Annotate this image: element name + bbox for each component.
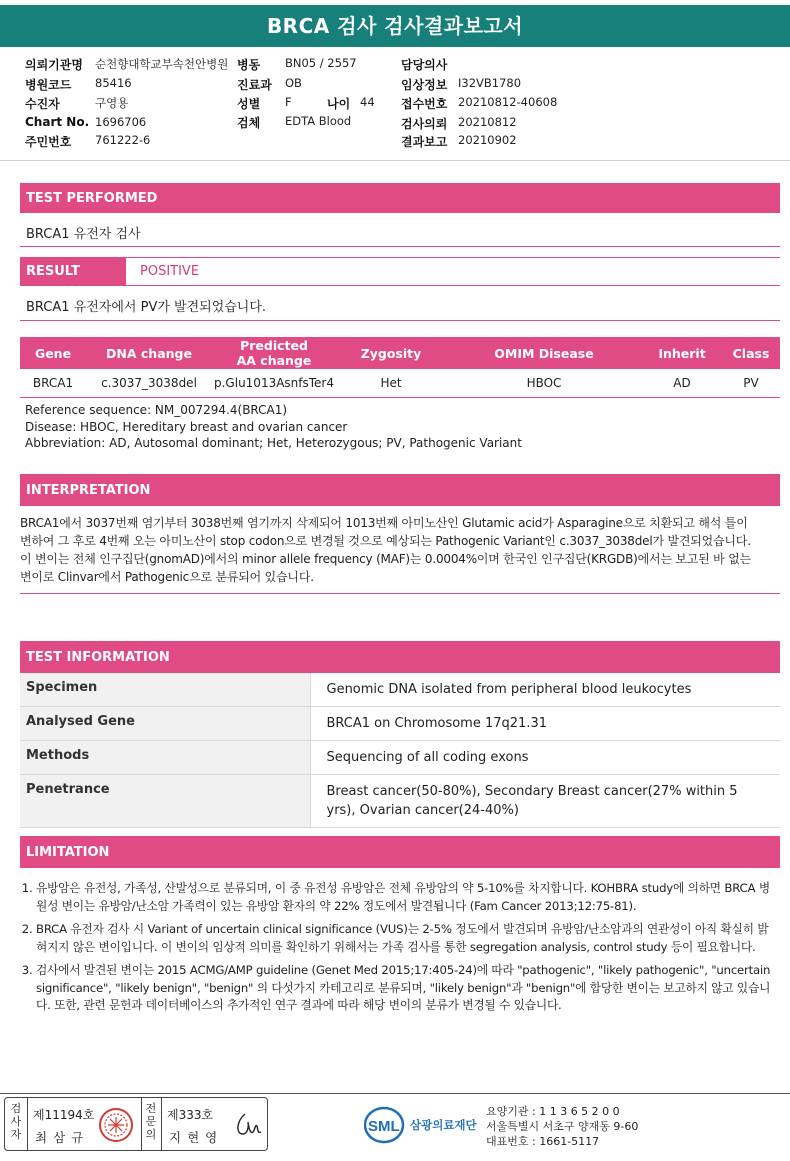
info-key: Methods [20,741,310,775]
report-title: BRCA 검사 검사결과보고서 [0,5,790,47]
hospital-code-label: 병원코드 [25,78,72,92]
doctor-label: 담당의사 [401,58,448,72]
info-value: BRCA1 on Chromosome 17q21.31 [310,707,780,741]
header-divider [0,160,790,161]
specimen-label: 검체 [237,116,261,130]
info-value: Breast cancer(50-80%), Secondary Breast cancer(27% within 5 yrs), Ovarian cancer(24-40%) [310,775,780,828]
specimen-value: EDTA Blood [285,114,352,128]
gene-cell: BRCA1 [20,369,86,397]
table-row [20,673,780,707]
info-value: Genomic DNA isolated from peripheral blood leukocytes [310,673,780,707]
variant-table [20,337,780,398]
table-row [20,369,780,397]
divider [20,593,780,594]
chart-label: Chart No. [25,115,90,129]
column-header: OMIM Disease [446,337,642,369]
sex-label: 성별 [237,97,261,111]
test-performed-text: BRCA1 유전자 검사 [26,227,141,242]
nursing-number: 요양기관 : 1 1 3 6 5 2 0 0 [486,1105,620,1118]
inherit-cell: AD [642,369,722,397]
divider [20,320,780,321]
request-label: 검사의뢰 [401,117,448,131]
chart-value: 1696706 [95,115,147,129]
column-header: Gene [20,337,86,369]
note-line: Disease: HBOC, Hereditary breast and ovarian cancer [25,419,348,434]
info-key: Analysed Gene [20,707,310,741]
result-heading: RESULT [20,257,126,286]
patient-header [0,52,790,152]
hospital-code-value: 85416 [95,76,132,90]
divider [161,1098,162,1150]
request-value: 20210812 [458,115,517,129]
address: 서울특별시 서초구 양재동 9-60 [486,1120,639,1133]
patient-label: 수진자 [25,97,60,111]
org-address [486,1104,638,1149]
test-information-heading: TEST INFORMATION [20,641,780,673]
limitation-heading: LIMITATION [20,836,780,868]
clinical-value: I32VB1780 [458,76,522,90]
class-cell: PV [722,369,780,397]
variant-table-header [20,337,780,369]
ward-label: 병동 [237,58,261,72]
list-item: 2. BRCA 유전자 검사 시 Variant of uncertain clinical significance (VUS)는 2-5% 정도에서 발견되며 유방암/난소암과의 연관성이 아직 확실히 밝혀지지 않은 변이입니다. 이 변이의 임상적 의미를 확인하기 위해서는 가족 검사를 통한 segregation analysis, control study 등이 필요합니다. [36,921,778,956]
seal-stamp-icon [97,1106,135,1144]
column-header: Predicted AA change [212,337,336,369]
aa-change-cell: p.Glu1013AsnfsTer4 [212,369,336,397]
dept-label: 진료과 [237,78,272,92]
patient-value: 구영용 [95,96,129,110]
interpretation-line: 변하여 그 후로 4번째 오는 아미노산이 stop codon으로 변경될 것으로 예상되는 Pathogenic Variant인 c.3037_3038del가 발견되었습니다. [20,534,751,548]
examiner-name: 최삼규 [35,1130,90,1145]
table-row [20,775,780,828]
info-key: Specimen [20,673,310,707]
zygosity-cell: Het [336,369,446,397]
info-key: Penetrance [20,775,310,828]
limitation-list [22,880,778,1021]
note-line: Reference sequence: NM_007294.4(BRCA1) [25,403,288,417]
age-value: 44 [360,95,375,109]
interpretation-heading: INTERPRETATION [20,474,780,506]
note-line: Abbreviation: AD, Autosomal dominant; Het, Heterozygous; PV, Pathogenic Variant [25,436,522,450]
dna-change-cell: c.3037_3038del [86,369,212,397]
info-value: Sequencing of all coding exons [310,741,780,775]
column-header: Inherit [642,337,722,369]
report-date-value: 20210902 [458,133,517,147]
list-item: 1. 유방암은 유전성, 가족성, 산발성으로 분류되며, 이 중 유전성 유방암은 전체 유방암의 약 5-10%를 차지합니다. KOHBRA study에 의하면 BRCA 병원성 변이는 유방암/난소암 가족력이 있는 유방암 환자의 약 22% 정도에서 발견됩니다 (Fam Cancer 2013;12:75-81). [36,880,778,915]
list-item: 3. 검사에서 발견된 변이는 2015 ACMG/AMP guideline (Genet Med 2015;17:405-24)에 따라 "pathogenic", "likely pathogenic", "uncertain significance", "likely benign", "benign" 의 다섯가지 카테고리로 분류되며, "likely benign"과 "benign"에 합당한 변이는 보고하지 않고 있습니다. 또한, 관련 문헌과 데이터베이스의 추가적인 연구 결과에 따라 해당 변이의 분류가 변경될 수 있습니다. [36,962,778,1015]
column-header: DNA change [86,337,212,369]
ward-value: BN05 / 2557 [285,56,357,70]
report-date-label: 결과보고 [401,135,448,149]
sex-value: F [285,95,292,109]
specialist-name: 지현영 [169,1130,224,1145]
examiner-number: 제11194호 [33,1108,95,1122]
logo-abbr: SML [368,1118,400,1135]
specialist-label: 전 문 의 [145,1102,157,1141]
examiner-label: 검 사 자 [10,1102,22,1141]
result-bar [20,257,780,286]
column-header: Zygosity [336,337,446,369]
interpretation-line: BRCA1에서 3037번째 염기부터 3038번째 염기까지 삭제되어 1013번째 아미노산인 Glutamic acid가 Asparagine으로 치환되고 해석 틀이 [20,516,748,530]
hospital-value: 순천향대학교부속천안병원 [95,57,229,71]
divider [27,1098,28,1150]
divider [20,246,780,247]
receipt-value: 20210812-40608 [458,95,558,109]
table-row [20,707,780,741]
receipt-label: 접수번호 [401,97,448,111]
age-label: 나이 [327,97,351,111]
omim-disease-cell: HBOC [446,369,642,397]
test-performed-heading: TEST PERFORMED [20,183,780,213]
variant-notes [25,402,522,452]
clinical-label: 임상정보 [401,78,448,92]
footer-divider [0,1093,790,1094]
result-text: BRCA1 유전자에서 PV가 발견되었습니다. [26,300,267,315]
interpretation-text [20,514,782,586]
test-information-table [20,673,780,828]
id-label: 주민번호 [25,135,72,149]
column-header: Class [722,337,780,369]
id-value: 761222-6 [95,133,151,147]
dept-value: OB [285,76,302,90]
result-value: POSITIVE [126,257,780,286]
hospital-label: 의뢰기관명 [25,58,83,72]
interpretation-line: 변이로 Clinvar에서 Pathogenic으로 분류되어 있습니다. [20,570,314,584]
specialist-number: 제333호 [167,1108,214,1122]
table-row [20,741,780,775]
signature-box [4,1097,268,1151]
interpretation-line: 이 변이는 전체 인구집단(gnomAD)에서의 minor allele frequency (MAF)는 0.0004%이며 한국인 인구집단(KRGDB)에서는 보고된 바 없는 [20,552,751,566]
org-name: 삼광의료재단 [410,1118,477,1132]
signature-icon [231,1108,265,1142]
sml-logo-icon [364,1103,408,1147]
phone: 대표번호 : 1661-5117 [486,1135,600,1148]
